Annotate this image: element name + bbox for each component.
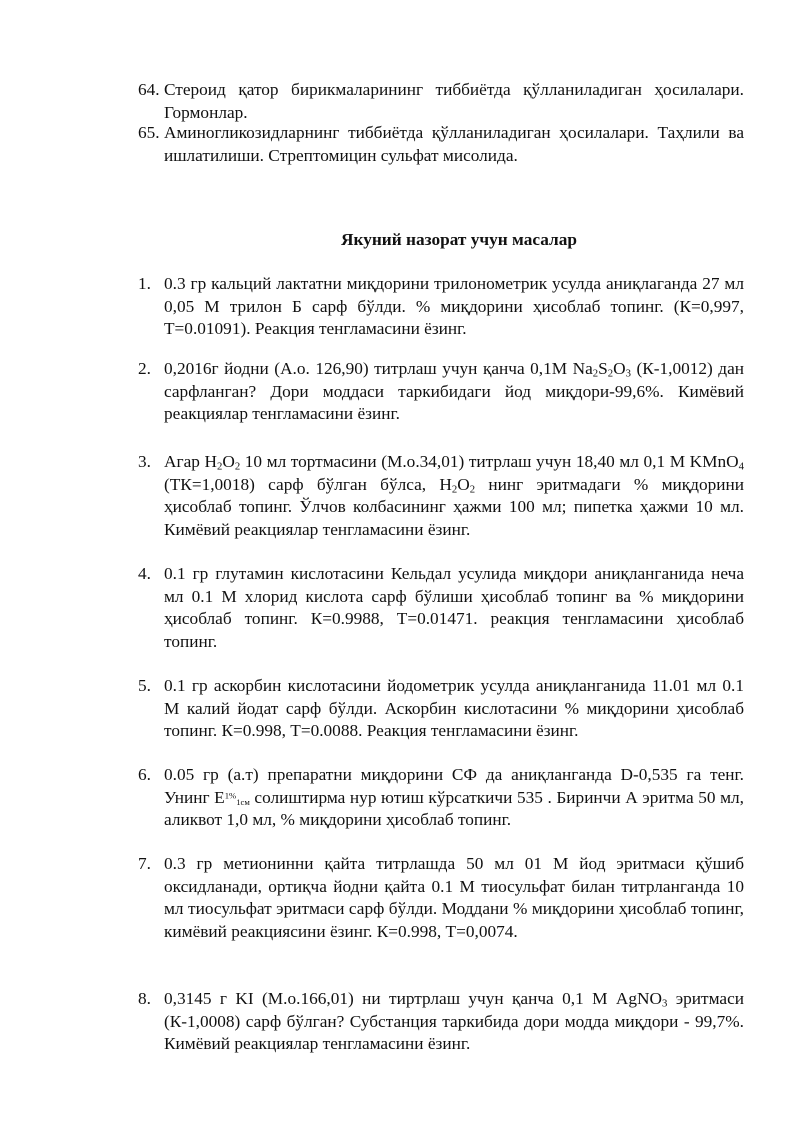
problem-number: 3. <box>138 452 151 471</box>
problem-item <box>138 273 744 341</box>
problem-text: 0,2016г йодни (А.о. 126,90) титрлаш учун қанча 0,1М $Na_2S_2O_3$ (К-1,0012) дан сарфланган? Дори моддаси таркибидаги йод миқдори-99,6%. Кимёвий реакциялар тенгламасини ёзинг. <box>164 359 744 424</box>
item-text: Стероид қатор бирикмаларининг тиббиётда қўлланиладиган ҳосилалари. Гормонлар. <box>164 80 744 122</box>
problem-item <box>138 853 744 943</box>
problem-item <box>138 451 744 541</box>
problem-number: 6. <box>138 765 151 784</box>
problem-text: 0.3 гр кальций лактатни миқдорини трилонометрик усулда аниқлаганда 27 мл 0,05 М трилон Б сарф бўлди. % миқдорини ҳисоблаб топинг. (К=0,997, Т=0.01091). Реакция тенгламасини ёзинг. <box>164 274 744 339</box>
problem-text: 0,3145 г KI (М.о.166,01) ни тиртрлаш учун қанча 0,1 М AgNO$_3$ эритмаси (К-1,0008) сарф бўлган? Субстанция таркибида дори модда миқдори - 99,7%. Кимёвий реакциялар тенгламасини ёзинг. <box>164 989 744 1054</box>
problem-text: 0.3 гр метионинни қайта титрлашда 50 мл 01 М йод эритмаси қўшиб оксидланади, ортиқча йодни қайта 0.1 М тиосульфат билан титрланганда 10 мл тиосульфат эритмаси сарф бўлди. Моддани % миқдорини ҳисоблаб топинг, кимёвий реакциясини ёзинг. К=0.998, Т=0,0074. <box>164 854 744 941</box>
problem-text: Агар $H_2O_2$ 10 мл тортмасини (М.о.34,01) титрлаш учун 18,40 мл 0,1 М KMnO$_4$ (ТК=1,0018) сарф бўлган бўлса, $H_2O_2$ нинг эритмадаги % миқдорини ҳисоблаб топинг. Ўлчов колбасининг ҳажми 100 мл; пипетка ҳажми 10 мл. Кимёвий реакциялар тенгламасини ёзинг. <box>164 452 744 539</box>
problem-text: 0.1 гр глутамин кислотасини Кельдал усулида миқдори аниқланганида неча мл 0.1 М хлорид кислота сарф бўлиши ҳисоблаб топинг ва % миқдорини ҳисоблаб топинг. К=0.9988, Т=0.01471. реакция тенгламасини ҳисоблаб топинг. <box>164 564 744 651</box>
list-item <box>138 79 744 124</box>
problem-text: 0.1 гр аскорбин кислотасини йодометрик усулда аниқланганида 11.01 мл 0.1 М калий йодат сарф бўлди. Аскорбин кислотасини % миқдорини ҳисоблаб топинг. К=0.998, Т=0.0088. Реакция тенгламасини ёзинг. <box>164 676 744 741</box>
item-number: 64. <box>138 80 160 99</box>
problem-item <box>138 563 744 653</box>
item-number: 65. <box>138 123 160 142</box>
problem-number: 2. <box>138 359 151 378</box>
problem-text: 0.05 гр (а.т) препаратни миқдорини СФ да аниқланганда D-0,535 га тенг. Унинг $E^{1\%}_{1см}$ солиштирма нур ютиш кўрсаткичи 535 . Биринчи А эритма 50 мл, аликвот 1,0 мл, % миқдорини ҳисоблаб топинг. <box>164 765 744 830</box>
problem-number: 5. <box>138 676 151 695</box>
problem-item <box>138 764 744 832</box>
problem-item <box>138 358 744 426</box>
problem-item <box>138 675 744 743</box>
problem-number: 1. <box>138 274 151 293</box>
problem-item <box>138 988 744 1056</box>
list-item <box>138 122 744 167</box>
item-text: Аминогликозидларнинг тиббиётда қўлланиладиган ҳосилалари. Таҳлили ва ишлатилиши. Стрептомицин сульфат мисолида. <box>164 123 744 165</box>
problem-number: 8. <box>138 989 151 1008</box>
section-heading: Якуний назорат учун масалар <box>341 230 577 249</box>
problem-number: 4. <box>138 564 151 583</box>
problem-number: 7. <box>138 854 151 873</box>
